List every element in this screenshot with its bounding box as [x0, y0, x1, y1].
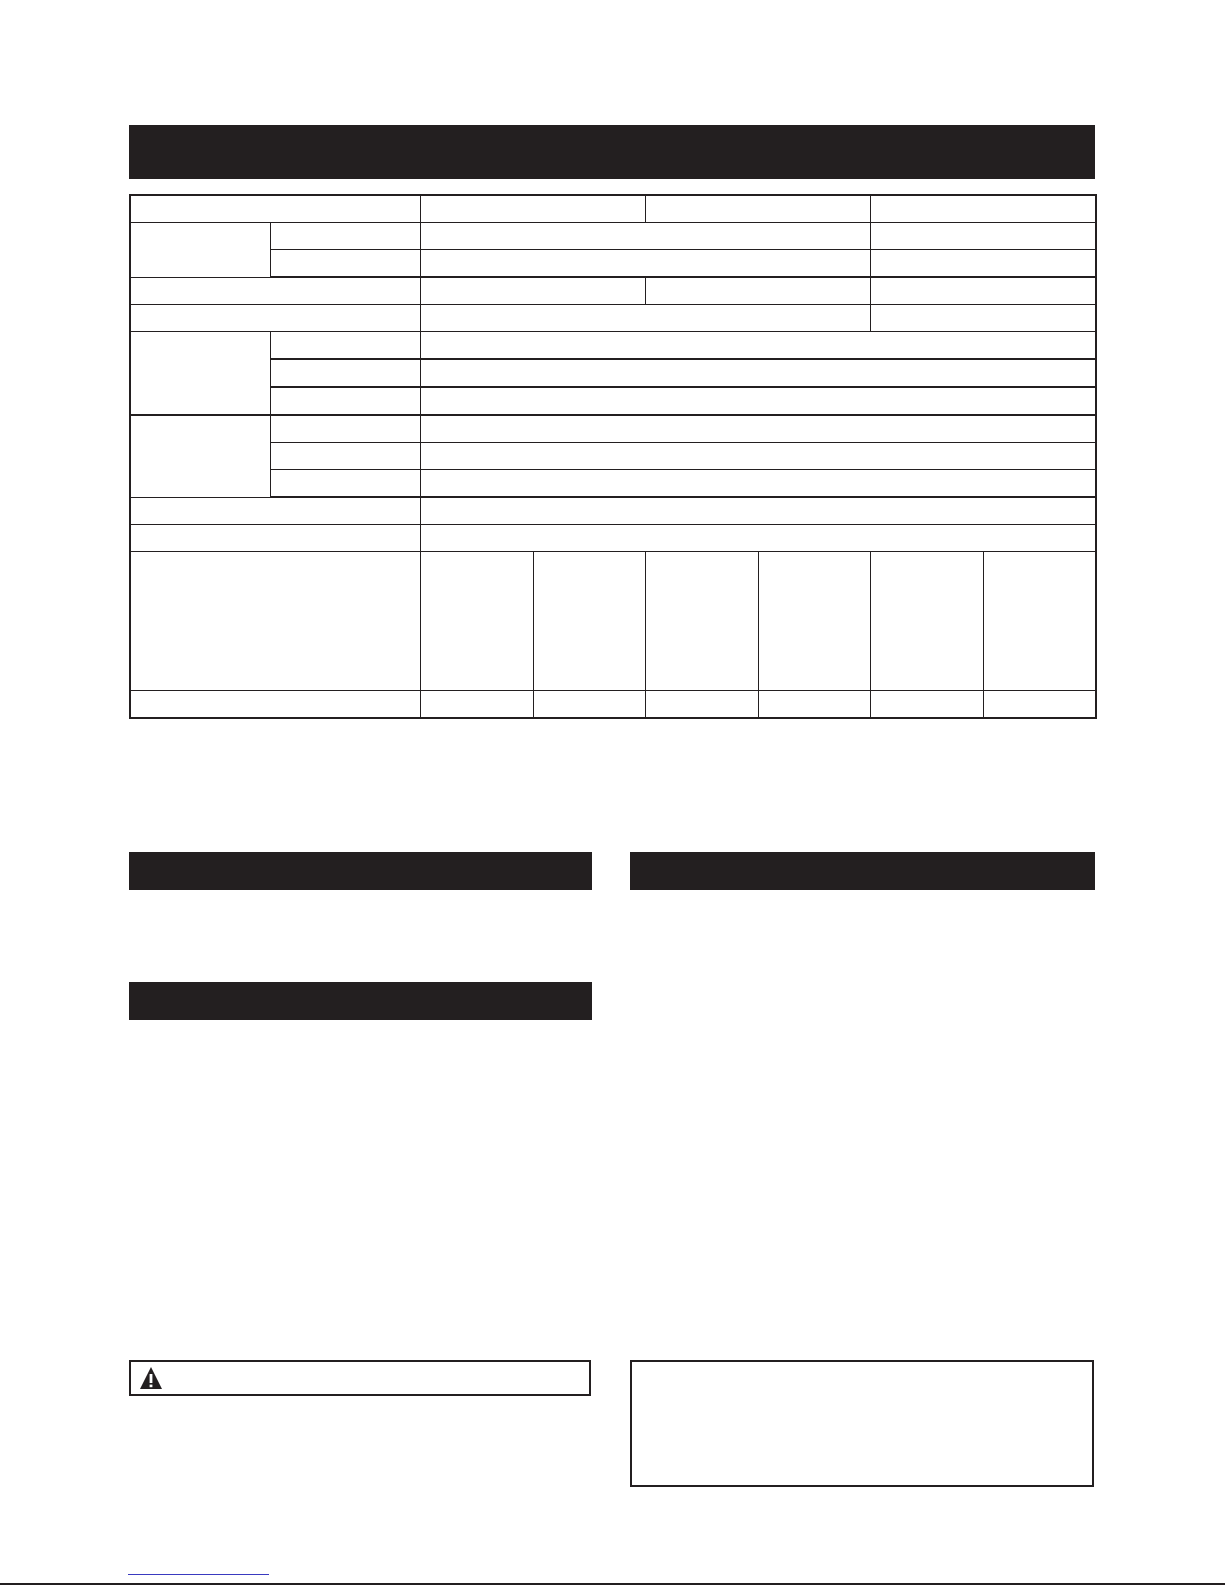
table-cell [870, 691, 983, 719]
table-cell [130, 277, 420, 305]
footer-link-underline [128, 1574, 269, 1575]
section-header-left-1 [129, 852, 592, 890]
table-cell [270, 415, 420, 443]
table-row [130, 332, 1096, 360]
table-cell [130, 305, 420, 332]
table-row [130, 443, 1096, 470]
table-cell [870, 195, 1096, 223]
table-row [130, 525, 1096, 552]
warning-box [129, 1360, 591, 1396]
table-row [130, 359, 1096, 387]
table-cell [130, 525, 420, 552]
table-cell [130, 497, 420, 525]
table-cell [420, 195, 645, 223]
warning-triangle-icon [139, 1366, 163, 1390]
table-cell [420, 359, 1096, 387]
table-cell [420, 525, 1096, 552]
table-cell [420, 277, 645, 305]
table-cell [870, 552, 983, 691]
table-row [130, 223, 1096, 250]
table-cell [533, 552, 645, 691]
table-cell [420, 552, 533, 691]
table-cell [645, 552, 758, 691]
table-cell [130, 223, 270, 278]
table-cell [270, 223, 420, 250]
table-cell [645, 691, 758, 719]
table-row [130, 387, 1096, 415]
table-row [130, 305, 1096, 332]
table-cell [420, 223, 870, 250]
specifications-table [129, 194, 1097, 719]
table-cell [420, 387, 1096, 415]
table-cell [870, 250, 1096, 278]
table-cell [420, 250, 870, 278]
table-row [130, 497, 1096, 525]
table-row [130, 195, 1096, 223]
table-cell [533, 691, 645, 719]
table-row [130, 277, 1096, 305]
table-cell [270, 332, 420, 360]
title-bar [129, 125, 1095, 179]
table-cell [870, 305, 1096, 332]
table-cell [420, 497, 1096, 525]
table-cell [758, 691, 870, 719]
table-cell [420, 443, 1096, 470]
table-row [130, 250, 1096, 278]
table-cell [870, 277, 1096, 305]
table-cell [130, 332, 270, 416]
table-cell [130, 691, 420, 719]
table-cell [270, 359, 420, 387]
table-row [130, 470, 1096, 498]
section-header-left-2 [129, 982, 592, 1020]
table-cell [420, 415, 1096, 443]
table-cell [420, 691, 533, 719]
table-row [130, 415, 1096, 443]
table-cell [270, 470, 420, 498]
table-cell [130, 552, 420, 691]
notice-box [630, 1360, 1094, 1487]
table-row [130, 691, 1096, 719]
table-cell [758, 552, 870, 691]
table-cell [130, 195, 420, 223]
table-cell [130, 415, 270, 497]
table-cell [645, 277, 870, 305]
table-cell [983, 552, 1096, 691]
table-cell [270, 443, 420, 470]
table-cell [420, 332, 1096, 360]
table-cell [270, 387, 420, 415]
table-row [130, 552, 1096, 691]
table-cell [645, 195, 870, 223]
table-cell [870, 223, 1096, 250]
table-cell [983, 691, 1096, 719]
section-header-right-1 [630, 852, 1095, 890]
table-cell [420, 470, 1096, 498]
table-cell [420, 305, 870, 332]
table-cell [270, 250, 420, 278]
